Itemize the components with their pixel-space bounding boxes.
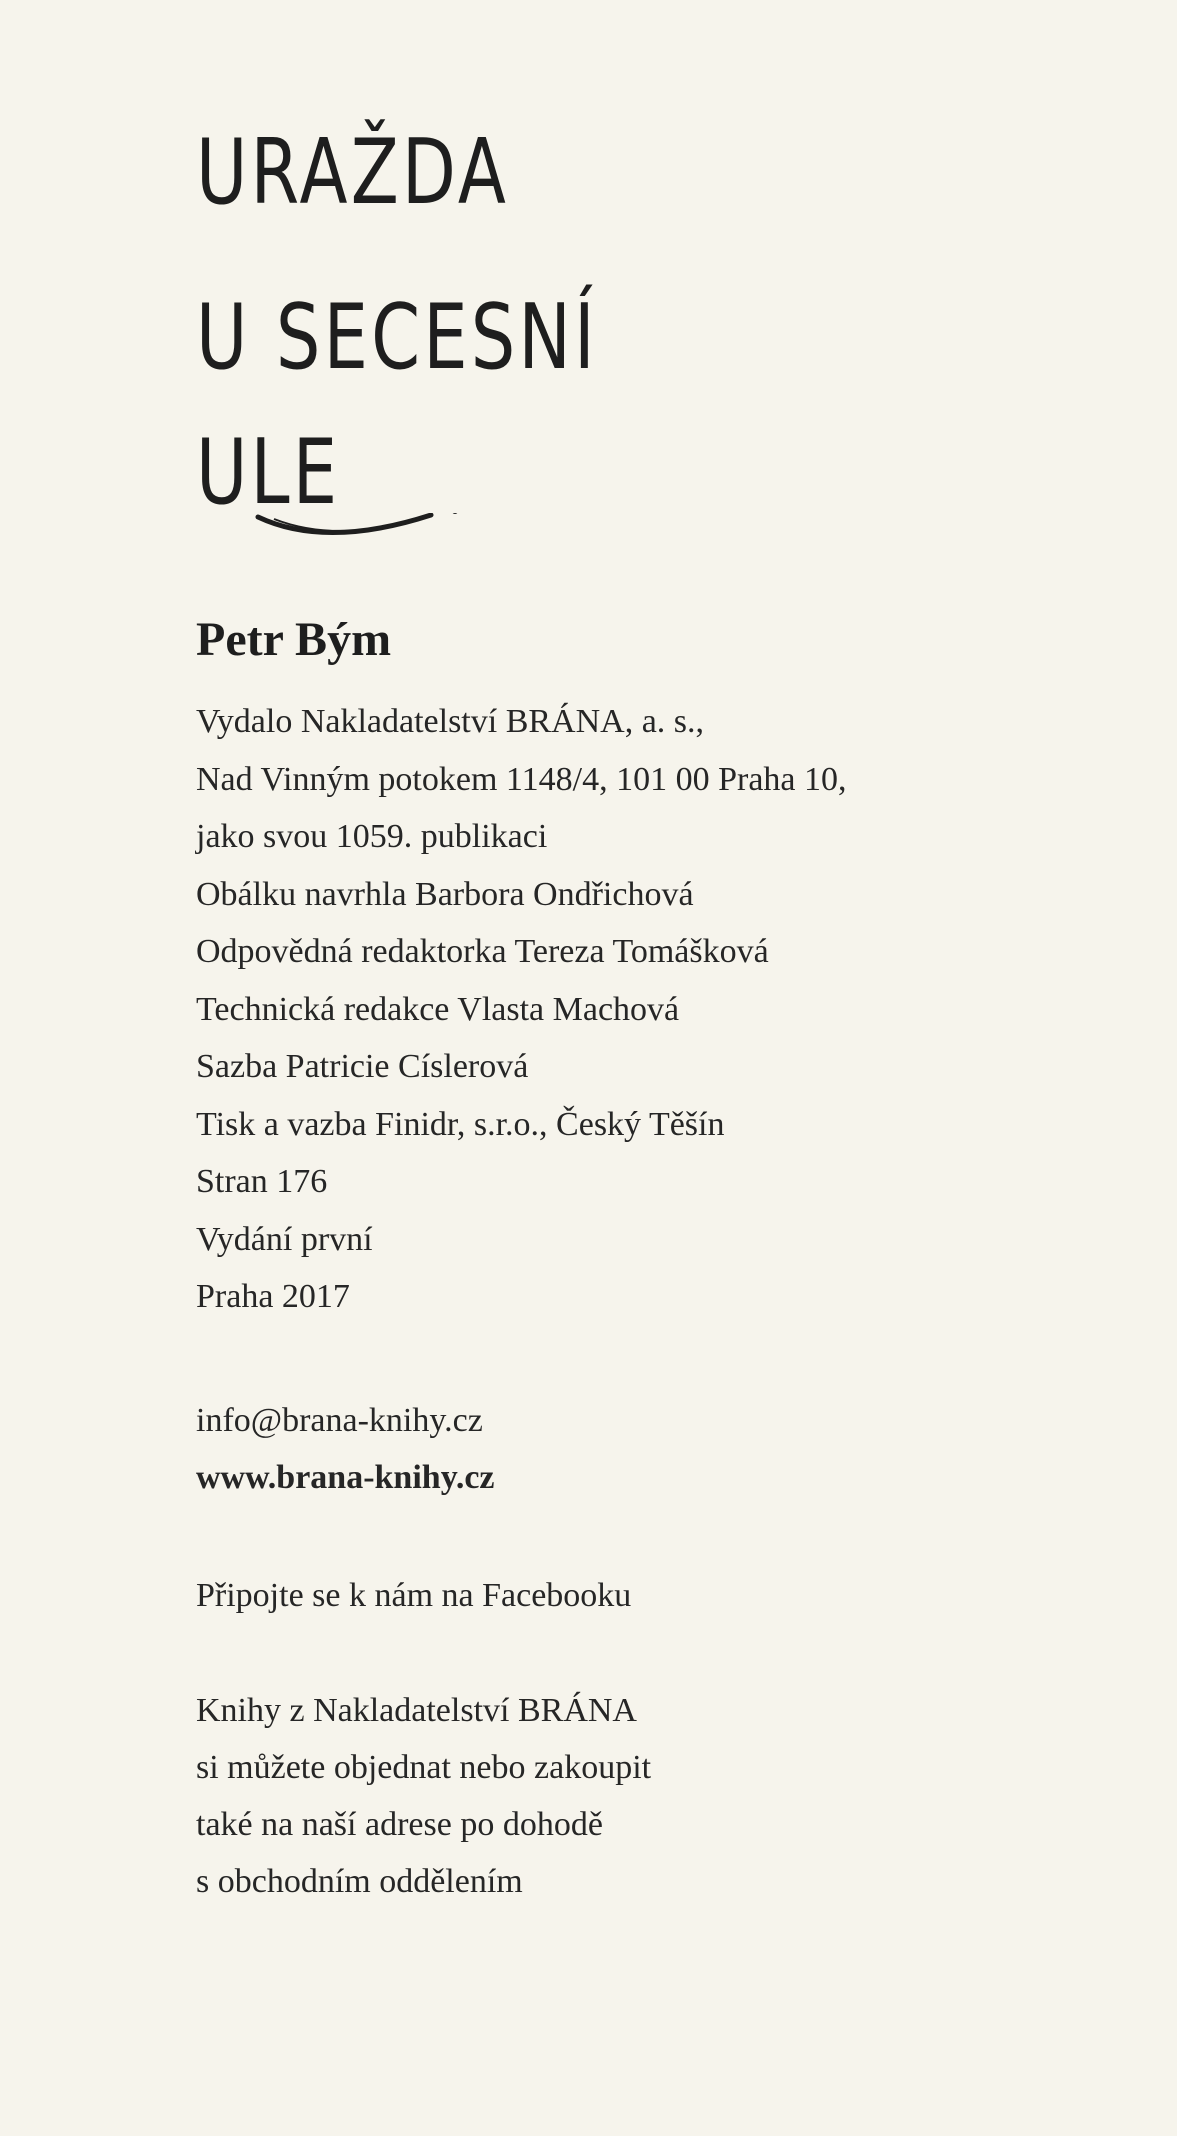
website-address: www.brana-knihy.cz <box>196 1459 495 1496</box>
author-name: Petr Bým <box>196 613 392 666</box>
title-line-2: U SECESNÍ <box>196 285 598 390</box>
imprint-line: Nad Vinným potokem 1148/4, 101 00 Praha 10, <box>196 760 847 798</box>
imprint-line: Odpovědná redaktorka Tereza Tomášková <box>196 933 769 970</box>
imprint-line: Vydání první <box>196 1220 373 1258</box>
imprint-line: Obálku navrhla Barbora Ondřichová <box>196 875 694 913</box>
imprint-line: Praha 2017 <box>196 1278 350 1315</box>
imprint-line: Tisk a vazba Finidr, s.r.o., Český Těšín <box>196 1105 725 1143</box>
imprint-line: Stran 176 <box>196 1163 328 1200</box>
order-note-line: si můžete objednat nebo zakoupit <box>196 1749 652 1786</box>
order-note-line: s obchodním oddělením <box>196 1863 523 1900</box>
imprint-line: jako svou 1059. publikaci <box>196 818 548 855</box>
imprint-line: Sazba Patricie Císlerová <box>196 1048 529 1085</box>
title-line-3: ULE <box>196 420 341 525</box>
title-swash-ornament <box>196 513 496 573</box>
order-note-block <box>196 1682 651 1910</box>
email-address: info@brana-knihy.cz <box>196 1402 483 1439</box>
contact-block <box>196 1392 495 1506</box>
imprint-block <box>196 693 847 1326</box>
imprint-line: Technická redakce Vlasta Machová <box>196 990 680 1028</box>
imprint-line: Vydalo Nakladatelství BRÁNA, a. s., <box>196 703 705 740</box>
title-line-1: URAŽDA <box>196 120 509 225</box>
order-note-line: také na naší adrese po dohodě <box>196 1806 603 1843</box>
order-note-line: Knihy z Nakladatelství BRÁNA <box>196 1692 637 1729</box>
facebook-note: Připojte se k nám na Facebooku <box>196 1577 632 1614</box>
